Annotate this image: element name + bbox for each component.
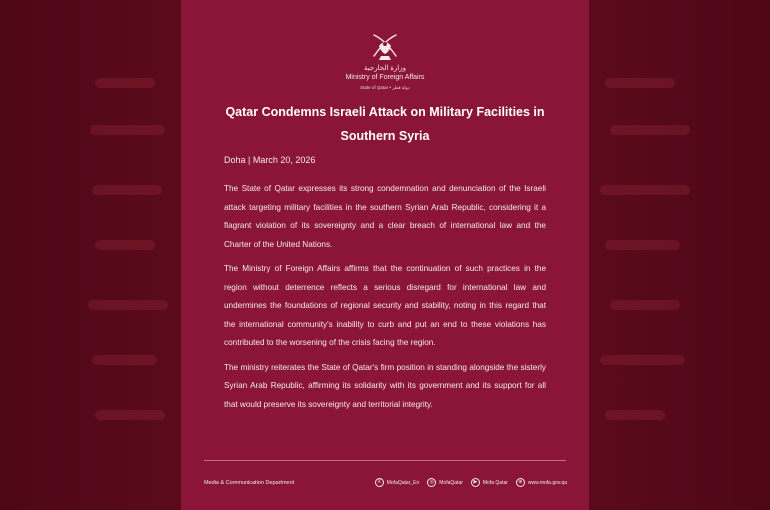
social-instagram-label: MofaQatar [439,479,463,486]
social-website[interactable] [516,478,567,487]
social-instagram[interactable] [427,478,463,487]
paragraph-3: The ministry reiterates the State of Qatar's firm position in standing alongside the sisterly Syrian Arab Republic, affirming its solidarity with its government and its support for all that would preserve its sovereignty and territorial integrity. [224,362,546,409]
youtube-icon: ▶ [471,478,480,487]
globe-icon: ⊕ [516,478,525,487]
state-of-qatar-line: State of Qatar • دولة قطر [360,85,410,90]
qatar-emblem-icon [369,32,401,62]
x-icon: X [375,478,384,487]
instagram-icon: ◎ [427,478,436,487]
ministry-name-english: Ministry of Foreign Affairs [345,74,425,81]
statement-title: Qatar Condemns Israeli Attack on Military Facilities in Southern Syria [225,105,545,143]
department-name: Media & Communication Department [204,480,295,486]
footer-divider [204,460,566,461]
paragraph-2: The Ministry of Foreign Affairs affirms that the continuation of such practices in the region without deterrence reflects a serious disregard for international law and undermines the foundations of regional security and stability, noting in this regard that the international community's inability to curb and put an end to these violations has contributed to the worsening of the crisis facing the region. [224,264,546,347]
statement-body [224,180,546,420]
social-youtube[interactable] [471,478,508,487]
social-website-label: www.mofa.gov.qa [527,479,567,486]
social-x-label: MofaQatar_En [386,479,420,486]
statement-card [181,0,589,510]
dateline: Doha | March 20, 2026 [224,155,316,165]
paragraph-1: The State of Qatar expresses its strong condemnation and denunciation of the Israeli attack targeting military facilities in the southern Syrian Arab Republic, considering it a flagrant violation of its sovereignty and a clear breach of international law and the Charter of the United Nations. [224,184,546,249]
social-youtube-label: Mofa Qatar [482,479,508,486]
social-x[interactable] [375,478,420,487]
social-links [375,478,567,487]
ministry-name-arabic: وزارة الخارجية [364,65,406,72]
